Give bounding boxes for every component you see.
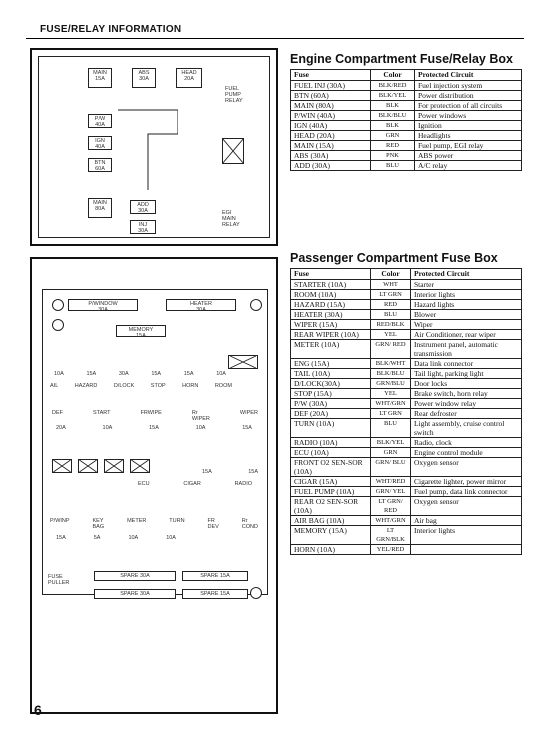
circuit-cell: Radio, clock (411, 438, 522, 448)
fuse-rating: 5A (93, 535, 101, 541)
fuse-cell: ROOM (10A) (291, 290, 371, 300)
color-cell: WHT/RED (371, 477, 411, 487)
fuse-cell: CIGAR (15A) (291, 477, 371, 487)
circuit-cell: Tail light, parking light (411, 369, 522, 379)
engine-fuse-box-diagram (30, 48, 278, 246)
relay-slot-x (222, 138, 244, 164)
passenger-fuse-table (290, 268, 522, 555)
egi-main-relay-label: EGI MAIN RELAY (222, 210, 240, 228)
table-row (291, 151, 522, 161)
circuit-cell: Data link connector (411, 359, 522, 369)
engine-fuse-table (290, 69, 522, 171)
circuit-cell: Fuel pump, data link connector (411, 487, 522, 497)
page-number: 6 (34, 702, 42, 718)
fuse-rating: 10A (195, 425, 206, 431)
fuse-rating: 10A (102, 425, 113, 431)
main-15a-fuse: MAIN 15A (88, 68, 112, 88)
table-row (291, 438, 522, 448)
circuit-cell: Fuel injection system (415, 81, 522, 91)
fuse-name: P/WINP (50, 518, 70, 524)
color-cell: BLK (371, 121, 415, 131)
table-row (291, 399, 522, 409)
table-row (291, 340, 522, 359)
color-cell: GRN/ BLU (371, 458, 411, 477)
pw-40a-fuse: P/W 40A (88, 114, 112, 128)
table-row (291, 320, 522, 330)
fuse-cell: ADD (30A) (291, 161, 371, 171)
table-row (291, 359, 522, 369)
circuit-cell: Wiper (411, 320, 522, 330)
btn-60a-fuse: BTN 60A (88, 158, 112, 172)
color-cell: BLK/BLU (371, 369, 411, 379)
circuit-cell: Interior lights (411, 290, 522, 300)
column-header-circuit: Protected Circuit (411, 269, 522, 280)
circuit-cell: Oxygen sensor (411, 497, 522, 516)
fuse-name: WIPER (239, 410, 258, 416)
circuit-cell: Light assembly, cruise control switch (411, 419, 522, 438)
color-cell: LT GRN/ RED (371, 497, 411, 516)
relay-slot-x (52, 459, 72, 473)
table-header-row (291, 70, 522, 81)
color-cell: WHT (371, 280, 411, 290)
fuse-cell: ECU (10A) (291, 448, 371, 458)
relay-slot-x (130, 459, 150, 473)
table-row (291, 330, 522, 340)
table-row (291, 389, 522, 399)
passenger-table-title: Passenger Compartment Fuse Box (290, 251, 498, 265)
mount-hole (250, 299, 262, 311)
fuse-cell: ABS (30A) (291, 151, 371, 161)
head-20a-fuse: HEAD 20A (176, 68, 202, 88)
color-cell: BLK (371, 101, 415, 111)
fuse-rating: 15A (202, 469, 212, 475)
table-row (291, 290, 522, 300)
spare-15a-fuse: SPARE 15A (182, 589, 248, 599)
table-row (291, 121, 522, 131)
circuit-cell: Hazard lights (411, 300, 522, 310)
color-cell: LT GRN (371, 290, 411, 300)
table-row (291, 419, 522, 438)
mount-hole (52, 299, 64, 311)
fuse-cell: AIR BAG (10A) (291, 516, 371, 526)
circuit-cell: Blower (411, 310, 522, 320)
fuse-name: CIGAR (183, 481, 201, 487)
fuse-cell: FUEL INJ (30A) (291, 81, 371, 91)
column-header-color: Color (371, 269, 411, 280)
color-cell: BLK/YEL (371, 91, 415, 101)
fuse-name: AIL (50, 383, 59, 389)
inj-30a-fuse: INJ 30A (130, 220, 156, 234)
fuse-puller-label: FUSE PULLER (48, 574, 70, 586)
fuse-cell: STOP (15A) (291, 389, 371, 399)
fuse-rating: 15A (248, 469, 258, 475)
fuse-cell: MEMORY (15A) (291, 526, 371, 545)
circuit-cell: Fuel pump, EGI relay (415, 141, 522, 151)
fuse-name: Rr WIPER (191, 410, 210, 422)
table-row (291, 487, 522, 497)
spare-15a-fuse: SPARE 15A (182, 571, 248, 581)
relay-slot-x (228, 355, 258, 369)
color-cell: PNK (371, 151, 415, 161)
fuse-row-2 (50, 383, 232, 389)
table-header-row (291, 269, 522, 280)
circuit-cell: Air Conditioner, rear wiper (411, 330, 522, 340)
fuse-cell: P/WIN (40A) (291, 111, 371, 121)
passenger-fuse-box-diagram (30, 257, 278, 714)
color-cell: GRN (371, 131, 415, 141)
fuse-name: START (93, 410, 111, 416)
fuse-cell: DEF (20A) (291, 409, 371, 419)
circuit-cell: Engine control module (411, 448, 522, 458)
fuse-name: DEF (52, 410, 63, 416)
abs-30a-fuse: ABS 30A (132, 68, 156, 88)
fuse-cell: MAIN (15A) (291, 141, 371, 151)
color-cell: YEL/RED (371, 545, 411, 555)
color-cell: BLK/BLU (371, 111, 415, 121)
table-row (291, 280, 522, 290)
fuse-cell: REAR WIPER (10A) (291, 330, 371, 340)
table-row (291, 516, 522, 526)
fuse-row-3 (52, 410, 258, 422)
fuse-cell: IGN (40A) (291, 121, 371, 131)
circuit-cell: Power distribution (415, 91, 522, 101)
fuse-cell: HEAD (20A) (291, 131, 371, 141)
fuse-rating: 15A (86, 371, 97, 377)
fuse-name: ECU (138, 481, 150, 487)
color-cell: YEL (371, 389, 411, 399)
fuse-name: HORN (182, 383, 199, 389)
fuse-name: D/LOCK (113, 383, 135, 389)
color-cell: GRN (371, 448, 411, 458)
memory-15a-fuse: MEMORY 15A (116, 325, 166, 337)
fuse-row-6 (138, 481, 252, 487)
circuit-cell: Ignition (415, 121, 522, 131)
circuit-cell (411, 545, 522, 555)
circuit-cell: Headlights (415, 131, 522, 141)
fuse-row-8 (56, 535, 176, 541)
p-window-30a-fuse: P/WINDOW 30A (68, 299, 138, 311)
color-cell: WHT/GRN (371, 399, 411, 409)
table-row (291, 497, 522, 516)
table-row (291, 141, 522, 151)
color-cell: BLK/RED (371, 81, 415, 91)
circuit-cell: For protection of all circuits (415, 101, 522, 111)
color-cell: YEL (371, 330, 411, 340)
table-row (291, 409, 522, 419)
engine-table-title: Engine Compartment Fuse/Relay Box (290, 52, 513, 66)
table-row (291, 131, 522, 141)
fuse-cell: WIPER (15A) (291, 320, 371, 330)
fuse-rating: 15A (151, 371, 162, 377)
table-row (291, 379, 522, 389)
color-cell: GRN/BLU (371, 379, 411, 389)
fuse-rating: 20A (56, 425, 66, 431)
color-cell: BLK/YEL (371, 438, 411, 448)
fuse-rating: 15A (183, 371, 194, 377)
fuse-name: HAZARD (74, 383, 98, 389)
circuit-cell: Air bag (411, 516, 522, 526)
fuse-rating: 10A (128, 535, 139, 541)
color-cell: BLU (371, 161, 415, 171)
fuse-rating: 30A (118, 371, 129, 377)
mount-hole (52, 319, 64, 331)
table-row (291, 477, 522, 487)
fuse-cell: MAIN (80A) (291, 101, 371, 111)
fuse-cell: FRONT O2 SEN-SOR (10A) (291, 458, 371, 477)
color-cell: BLU (371, 419, 411, 438)
color-cell: RED/BLK (371, 320, 411, 330)
fuel-pump-relay-label: FUEL PUMP RELAY (225, 86, 243, 104)
table-row (291, 300, 522, 310)
fuse-name: STOP (150, 383, 166, 389)
table-row (291, 111, 522, 121)
fuse-rating: 15A (242, 425, 252, 431)
fuse-cell: D/LOCK(30A) (291, 379, 371, 389)
fuse-rating: 15A (149, 425, 159, 431)
table-row (291, 448, 522, 458)
color-cell: WHT/GRN (371, 516, 411, 526)
add-30a-fuse: ADD 30A (130, 200, 156, 214)
circuit-cell: Starter (411, 280, 522, 290)
fuse-cell: ENG (15A) (291, 359, 371, 369)
fuse-name: FRWIPE (140, 410, 162, 416)
column-header-circuit: Protected Circuit (415, 70, 522, 81)
color-cell: GRN/ RED (371, 340, 411, 359)
fuse-row-7 (50, 518, 258, 530)
fuse-cell: TAIL (10A) (291, 369, 371, 379)
fuse-row-4 (56, 425, 252, 431)
relay-slot-x (78, 459, 98, 473)
fuse-row-5 (202, 469, 258, 475)
table-row (291, 91, 522, 101)
page-header-title: FUSE/RELAY INFORMATION (40, 24, 182, 35)
color-cell: RED (371, 300, 411, 310)
table-row (291, 369, 522, 379)
fuse-name: KEY BAG (92, 518, 105, 530)
column-header-fuse: Fuse (291, 269, 371, 280)
color-cell: LT GRN/BLK (371, 526, 411, 545)
relay-block-outline (118, 90, 178, 190)
fuse-rating: 10A (216, 371, 226, 377)
circuit-cell: Oxygen sensor (411, 458, 522, 477)
fuse-cell: P/W (30A) (291, 399, 371, 409)
table-row (291, 101, 522, 111)
table-row (291, 161, 522, 171)
fuse-name: ROOM (214, 383, 232, 389)
main-80a-fuse: MAIN 80A (88, 198, 112, 218)
fuse-name: FR DEV (207, 518, 219, 530)
spare-30a-fuse: SPARE 30A (94, 589, 176, 599)
heater-30a-fuse: HEATER 30A (166, 299, 236, 311)
table-row (291, 526, 522, 545)
circuit-cell: Power windows (415, 111, 522, 121)
column-header-color: Color (371, 70, 415, 81)
circuit-cell: Door locks (411, 379, 522, 389)
fuse-name: Rr COND (241, 518, 258, 530)
fuse-rating: 15A (56, 535, 66, 541)
header-rule (26, 38, 524, 39)
fuse-cell: METER (10A) (291, 340, 371, 359)
fuse-rating: 10A (54, 371, 64, 377)
circuit-cell: Brake switch, horn relay (411, 389, 522, 399)
color-cell: BLU (371, 310, 411, 320)
circuit-cell: Interior lights (411, 526, 522, 545)
color-cell: LT GRN (371, 409, 411, 419)
spare-30a-fuse: SPARE 30A (94, 571, 176, 581)
circuit-cell: Power window relay (411, 399, 522, 409)
circuit-cell: Instrument panel, automatic transmission (411, 340, 522, 359)
fuse-cell: FUEL PUMP (10A) (291, 487, 371, 497)
fuse-cell: RADIO (10A) (291, 438, 371, 448)
fuse-cell: STARTER (10A) (291, 280, 371, 290)
fuse-row-1 (54, 371, 226, 377)
mount-hole (250, 587, 262, 599)
table-row (291, 458, 522, 477)
fuse-cell: TURN (10A) (291, 419, 371, 438)
fuse-cell: BTN (60A) (291, 91, 371, 101)
color-cell: RED (371, 141, 415, 151)
fuse-cell: HAZARD (15A) (291, 300, 371, 310)
table-row (291, 545, 522, 555)
table-row (291, 310, 522, 320)
ign-40a-fuse: IGN 40A (88, 136, 112, 150)
circuit-cell: Rear defroster (411, 409, 522, 419)
fuse-name: TURN (169, 518, 185, 524)
circuit-cell: ABS power (415, 151, 522, 161)
color-cell: GRN/ YEL (371, 487, 411, 497)
fuse-cell: HORN (10A) (291, 545, 371, 555)
fuse-rating: 10A (166, 535, 176, 541)
circuit-cell: A/C relay (415, 161, 522, 171)
fuse-name: RADIO (234, 481, 252, 487)
column-header-fuse: Fuse (291, 70, 371, 81)
fuse-cell: REAR O2 SEN-SOR (10A) (291, 497, 371, 516)
circuit-cell: Cigarette lighter, power mirror (411, 477, 522, 487)
relay-slot-x (104, 459, 124, 473)
fuse-name: METER (127, 518, 147, 524)
table-row (291, 81, 522, 91)
color-cell: BLK/WHT (371, 359, 411, 369)
fuse-cell: HEATER (30A) (291, 310, 371, 320)
